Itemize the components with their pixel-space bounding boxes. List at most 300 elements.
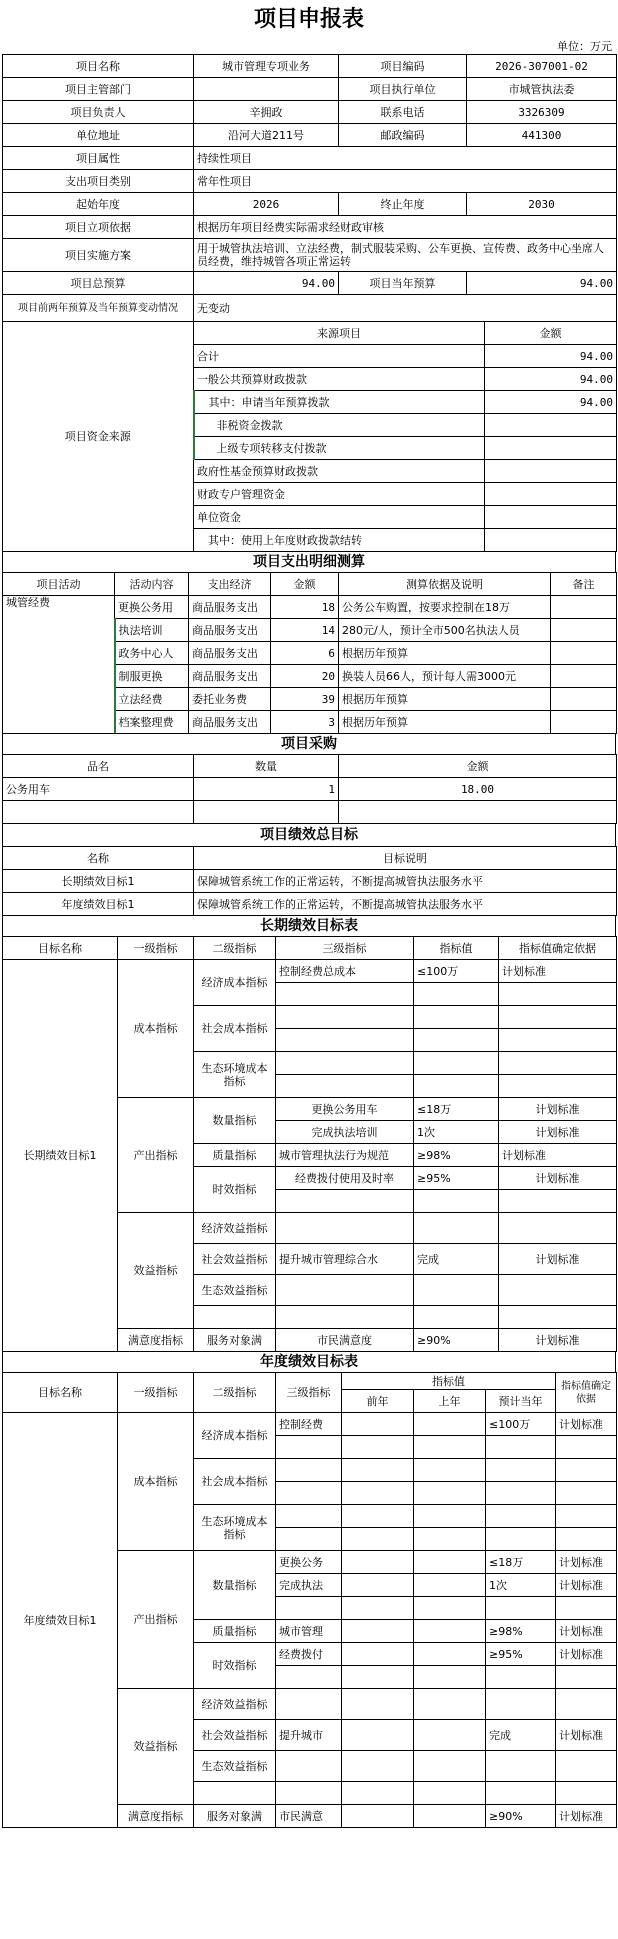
empty-cell <box>342 1482 414 1505</box>
empty-cell <box>342 1597 414 1620</box>
col-header: 前年 <box>342 1390 414 1413</box>
col-header: 一级指标 <box>118 1373 194 1413</box>
info-table <box>2 54 617 322</box>
level2: 经济效益指标 <box>194 1213 276 1244</box>
funds-label: 项目资金来源 <box>3 322 194 552</box>
cell: 18.00 <box>339 778 617 801</box>
cell: 更换公务用 <box>115 596 189 619</box>
report-page <box>2 0 616 1828</box>
level2: 生态效益指标 <box>194 1275 276 1306</box>
empty-cell <box>499 1029 617 1052</box>
fund-amt <box>485 529 617 552</box>
label: 项目当年预算 <box>339 272 467 295</box>
fund-row: 非税资金拨款 <box>194 414 485 437</box>
empty-cell <box>276 1505 342 1528</box>
empty-cell <box>194 1782 276 1805</box>
col-header: 三级指标 <box>276 1373 342 1413</box>
empty-cell <box>414 1528 486 1551</box>
cell: 根据历年预算 <box>339 711 551 734</box>
level1: 成本指标 <box>118 960 194 1098</box>
label: 起始年度 <box>3 193 194 216</box>
empty-cell <box>276 1275 414 1306</box>
section-title: 项目绩效总目标 <box>2 823 616 847</box>
col-header: 指标值确定依据 <box>556 1373 617 1413</box>
col-header: 金额 <box>271 573 339 596</box>
cell: 公务公车购置，按要求控制在18万 <box>339 596 551 619</box>
label: 项目前两年预算及当年预算变动情况 <box>3 295 194 322</box>
expense-table <box>2 572 617 734</box>
funds-header: 金额 <box>485 322 617 345</box>
value: 441300 <box>467 124 617 147</box>
section-title: 项目采购 <box>2 733 616 755</box>
purchase-table <box>2 754 617 824</box>
value: 沿河大道211号 <box>194 124 339 147</box>
value: 2026 <box>194 193 339 216</box>
value: 常年性项目 <box>194 170 617 193</box>
cell: 根据历年预算 <box>339 688 551 711</box>
empty-cell <box>556 1528 617 1551</box>
cell: 39 <box>271 688 339 711</box>
cell: 3 <box>271 711 339 734</box>
cell: 280元/人，预计全市500名执法人员 <box>339 619 551 642</box>
level3: 城市管理执法行为规范 <box>276 1144 414 1167</box>
empty-cell <box>414 1459 486 1482</box>
value: 完成 <box>486 1720 556 1751</box>
cell: 1 <box>194 778 339 801</box>
col-header: 支出经济 <box>189 573 271 596</box>
value: ≤100万 <box>486 1413 556 1436</box>
empty-cell <box>414 1720 486 1751</box>
col-header: 测算依据及说明 <box>339 573 551 596</box>
level3: 更换公务用车 <box>276 1098 414 1121</box>
level3: 市民满意度 <box>276 1329 414 1352</box>
label: 项目实施方案 <box>3 239 194 272</box>
level2: 时效指标 <box>194 1643 276 1689</box>
cell: 20 <box>271 665 339 688</box>
level3: 更换公务 <box>276 1551 342 1574</box>
empty-cell <box>556 1751 617 1782</box>
empty-cell <box>414 1029 499 1052</box>
cell: 商品服务支出 <box>189 596 271 619</box>
level1: 产出指标 <box>118 1098 194 1213</box>
col-header: 预计当年 <box>486 1390 556 1413</box>
fund-amt <box>485 483 617 506</box>
empty-cell <box>342 1436 414 1459</box>
cell: 公务用车 <box>3 778 194 801</box>
empty-cell <box>556 1482 617 1505</box>
cell: 档案整理费 <box>115 711 189 734</box>
label: 项目属性 <box>3 147 194 170</box>
section-title: 项目支出明细测算 <box>2 551 616 573</box>
empty-cell <box>556 1597 617 1620</box>
empty-cell <box>499 1306 617 1329</box>
empty-cell <box>556 1782 617 1805</box>
level1: 满意度指标 <box>118 1329 194 1352</box>
fund-amt: 94.00 <box>485 345 617 368</box>
empty-cell <box>342 1782 414 1805</box>
fund-amt <box>485 414 617 437</box>
value: 市城管执法委 <box>467 78 617 101</box>
level3: 完成执法 <box>276 1574 342 1597</box>
empty-cell <box>499 1006 617 1029</box>
empty-cell <box>414 1597 486 1620</box>
empty-cell <box>486 1459 556 1482</box>
empty-cell <box>486 1751 556 1782</box>
empty-cell <box>486 1528 556 1551</box>
cell: 14 <box>271 619 339 642</box>
empty-cell <box>499 983 617 1006</box>
col-header: 备注 <box>551 573 617 596</box>
level1: 效益指标 <box>118 1689 194 1805</box>
level2: 社会成本指标 <box>194 1006 276 1052</box>
col-header: 名称 <box>3 847 194 870</box>
fund-amt <box>485 460 617 483</box>
cell: 根据历年预算 <box>339 642 551 665</box>
empty-cell <box>486 1505 556 1528</box>
fund-amt <box>485 437 617 460</box>
level3: 经费拨付使用及时率 <box>276 1167 414 1190</box>
col-header: 上年 <box>414 1390 486 1413</box>
basis: 计划标准 <box>556 1574 617 1597</box>
cell <box>551 711 617 734</box>
empty-cell <box>414 1190 499 1213</box>
empty-cell <box>414 1689 486 1720</box>
cell: 保障城管系统工作的正常运转，不断提高城管执法服务水平 <box>194 870 617 893</box>
empty-cell <box>276 1029 414 1052</box>
empty-cell <box>414 1413 486 1436</box>
basis: 计划标准 <box>556 1720 617 1751</box>
cell <box>551 688 617 711</box>
funds-table <box>2 321 617 552</box>
col-header: 二级指标 <box>194 937 276 960</box>
level1: 成本指标 <box>118 1413 194 1551</box>
value: 根据历年项目经费实际需求经财政审核 <box>194 216 617 239</box>
empty-cell <box>414 1782 486 1805</box>
empty-cell <box>276 1689 342 1720</box>
empty-cell <box>276 1006 414 1029</box>
target-name: 年度绩效目标1 <box>3 1413 118 1828</box>
empty-cell <box>342 1720 414 1751</box>
cell: 执法培训 <box>115 619 189 642</box>
value: 完成 <box>414 1244 499 1275</box>
page-title: 项目申报表 <box>253 7 364 32</box>
label: 项目编码 <box>339 55 467 78</box>
empty-cell <box>342 1805 414 1828</box>
empty-cell <box>414 1551 486 1574</box>
empty-cell <box>276 1751 342 1782</box>
cell: 商品服务支出 <box>189 665 271 688</box>
empty-cell <box>414 1306 499 1329</box>
level2: 数量指标 <box>194 1098 276 1144</box>
empty-cell <box>414 1805 486 1828</box>
unit-label: 单位：万元 <box>557 40 612 53</box>
value: 2030 <box>467 193 617 216</box>
empty-cell <box>414 1505 486 1528</box>
fund-row: 单位资金 <box>194 506 485 529</box>
level2: 时效指标 <box>194 1167 276 1213</box>
funds-header: 来源项目 <box>194 322 485 345</box>
fund-row: 一般公共预算财政拨款 <box>194 368 485 391</box>
col-header: 数量 <box>194 755 339 778</box>
col-header: 项目活动 <box>3 573 115 596</box>
level2: 经济成本指标 <box>194 1413 276 1459</box>
empty-cell <box>342 1413 414 1436</box>
cell <box>3 801 194 824</box>
value: ≥90% <box>414 1329 499 1352</box>
col-header: 指标值确定依据 <box>499 937 617 960</box>
basis: 计划标准 <box>556 1551 617 1574</box>
cell: 6 <box>271 642 339 665</box>
empty-cell <box>486 1482 556 1505</box>
section-title: 长期绩效目标表 <box>2 915 616 937</box>
empty-cell <box>556 1459 617 1482</box>
value: 3326309 <box>467 101 617 124</box>
level2: 质量指标 <box>194 1144 276 1167</box>
empty-cell <box>556 1689 617 1720</box>
empty-cell <box>414 1482 486 1505</box>
cell <box>551 596 617 619</box>
empty-cell <box>556 1666 617 1689</box>
cell <box>194 801 339 824</box>
basis: 计划标准 <box>556 1805 617 1828</box>
empty-cell <box>276 1597 342 1620</box>
perf-table <box>2 846 617 916</box>
value: 94.00 <box>467 272 617 295</box>
level3: 控制经费 <box>276 1413 342 1436</box>
empty-cell <box>276 1666 342 1689</box>
level3: 市民满意 <box>276 1805 342 1828</box>
empty-cell <box>276 1213 414 1244</box>
basis: 计划标准 <box>499 1167 617 1190</box>
basis: 计划标准 <box>499 1329 617 1352</box>
fund-row: 合计 <box>194 345 485 368</box>
label: 项目立项依据 <box>3 216 194 239</box>
label: 支出项目类别 <box>3 170 194 193</box>
basis: 计划标准 <box>499 960 617 983</box>
cell <box>339 801 617 824</box>
cell <box>551 665 617 688</box>
cell: 商品服务支出 <box>189 642 271 665</box>
empty-cell <box>499 1190 617 1213</box>
basis: 计划标准 <box>556 1620 617 1643</box>
level2: 生态环境成本指标 <box>194 1505 276 1551</box>
empty-cell <box>499 1052 617 1075</box>
empty-cell <box>342 1689 414 1720</box>
value: 1次 <box>486 1574 556 1597</box>
level2: 数量指标 <box>194 1551 276 1620</box>
cell: 长期绩效目标1 <box>3 870 194 893</box>
empty-cell <box>414 1751 486 1782</box>
level1: 产出指标 <box>118 1551 194 1689</box>
empty-cell <box>556 1505 617 1528</box>
col-header: 指标值 <box>414 937 499 960</box>
level3: 完成执法培训 <box>276 1121 414 1144</box>
fund-row: 财政专户管理资金 <box>194 483 485 506</box>
empty-cell <box>276 1436 342 1459</box>
col-header: 目标名称 <box>3 937 118 960</box>
basis: 计划标准 <box>499 1244 617 1275</box>
label: 邮政编码 <box>339 124 467 147</box>
value: ≤18万 <box>414 1098 499 1121</box>
col-header: 指标值 <box>342 1373 556 1390</box>
empty-cell <box>276 1482 342 1505</box>
empty-cell <box>414 1006 499 1029</box>
value: ≥98% <box>486 1620 556 1643</box>
empty-cell <box>556 1436 617 1459</box>
empty-cell <box>499 1213 617 1244</box>
empty-cell <box>194 1306 276 1329</box>
empty-cell <box>486 1689 556 1720</box>
fund-row: 其中：使用上年度财政拨款结转 <box>194 529 485 552</box>
empty-cell <box>414 983 499 1006</box>
label: 项目主管部门 <box>3 78 194 101</box>
value: 持续性项目 <box>194 147 617 170</box>
value: 94.00 <box>194 272 339 295</box>
empty-cell <box>276 1459 342 1482</box>
value: ≤18万 <box>486 1551 556 1574</box>
empty-cell <box>414 1052 499 1075</box>
empty-cell <box>276 1528 342 1551</box>
empty-cell <box>414 1666 486 1689</box>
empty-cell <box>414 1643 486 1666</box>
empty-cell <box>276 1052 414 1075</box>
level3: 控制经费总成本 <box>276 960 414 983</box>
cell: 立法经费 <box>115 688 189 711</box>
empty-cell <box>276 1306 414 1329</box>
activity: 城管经费 <box>3 596 115 734</box>
value: 辛拥政 <box>194 101 339 124</box>
level2: 服务对象满 <box>194 1805 276 1828</box>
col-header: 目标名称 <box>3 1373 118 1413</box>
basis: 计划标准 <box>556 1643 617 1666</box>
value: ≥90% <box>486 1805 556 1828</box>
empty-cell <box>342 1666 414 1689</box>
yearly-table <box>2 1372 617 1828</box>
col-header: 金额 <box>339 755 617 778</box>
value: 2026-307001-02 <box>467 55 617 78</box>
empty-cell <box>276 983 414 1006</box>
basis: 计划标准 <box>499 1098 617 1121</box>
value: 1次 <box>414 1121 499 1144</box>
level2: 质量指标 <box>194 1620 276 1643</box>
basis: 计划标准 <box>499 1121 617 1144</box>
value <box>194 78 339 101</box>
label: 项目名称 <box>3 55 194 78</box>
cell: 年度绩效目标1 <box>3 893 194 916</box>
col-header: 一级指标 <box>118 937 194 960</box>
fund-amt: 94.00 <box>485 391 617 414</box>
empty-cell <box>276 1075 414 1098</box>
value: ≤100万 <box>414 960 499 983</box>
empty-cell <box>499 1075 617 1098</box>
value: 城市管理专项业务 <box>194 55 339 78</box>
longterm-table <box>2 936 617 1352</box>
label: 项目执行单位 <box>339 78 467 101</box>
target-name: 长期绩效目标1 <box>3 960 118 1352</box>
empty-cell <box>486 1666 556 1689</box>
value: ≥98% <box>414 1144 499 1167</box>
cell <box>551 619 617 642</box>
empty-cell <box>276 1190 414 1213</box>
cell: 换装人员66人，预计每人需3000元 <box>339 665 551 688</box>
empty-cell <box>414 1574 486 1597</box>
empty-cell <box>342 1643 414 1666</box>
label: 项目负责人 <box>3 101 194 124</box>
empty-cell <box>486 1597 556 1620</box>
col-header: 三级指标 <box>276 937 414 960</box>
empty-cell <box>342 1551 414 1574</box>
value: ≥95% <box>486 1643 556 1666</box>
cell: 委托业务费 <box>189 688 271 711</box>
fund-row: 上级专项转移支付拨款 <box>194 437 485 460</box>
value: ≥95% <box>414 1167 499 1190</box>
col-header: 活动内容 <box>115 573 189 596</box>
col-header: 二级指标 <box>194 1373 276 1413</box>
value: 无变动 <box>194 295 617 322</box>
level2: 服务对象满 <box>194 1329 276 1352</box>
empty-cell <box>499 1275 617 1306</box>
empty-cell <box>414 1213 499 1244</box>
level2: 经济效益指标 <box>194 1689 276 1720</box>
level2: 经济成本指标 <box>194 960 276 1006</box>
level2: 社会效益指标 <box>194 1720 276 1751</box>
fund-row: 其中：申请当年预算拨款 <box>194 391 485 414</box>
empty-cell <box>486 1436 556 1459</box>
empty-cell <box>342 1574 414 1597</box>
level3: 提升城市管理综合水 <box>276 1244 414 1275</box>
fund-row: 政府性基金预算财政拨款 <box>194 460 485 483</box>
section-title: 年度绩效目标表 <box>2 1351 616 1373</box>
empty-cell <box>414 1075 499 1098</box>
level2: 生态效益指标 <box>194 1751 276 1782</box>
basis: 计划标准 <box>556 1413 617 1436</box>
level1: 效益指标 <box>118 1213 194 1329</box>
cell: 商品服务支出 <box>189 619 271 642</box>
empty-cell <box>342 1528 414 1551</box>
level3: 经费拨付 <box>276 1643 342 1666</box>
empty-cell <box>342 1459 414 1482</box>
cell <box>551 642 617 665</box>
level2: 社会成本指标 <box>194 1459 276 1505</box>
level3: 提升城市 <box>276 1720 342 1751</box>
empty-cell <box>486 1782 556 1805</box>
col-header: 品名 <box>3 755 194 778</box>
empty-cell <box>342 1751 414 1782</box>
level1: 满意度指标 <box>118 1805 194 1828</box>
level2: 社会效益指标 <box>194 1244 276 1275</box>
col-header: 目标说明 <box>194 847 617 870</box>
fund-amt <box>485 506 617 529</box>
cell: 保障城管系统工作的正常运转，不断提高城管执法服务水平 <box>194 893 617 916</box>
empty-cell <box>276 1782 342 1805</box>
label: 联系电话 <box>339 101 467 124</box>
label: 单位地址 <box>3 124 194 147</box>
cell: 18 <box>271 596 339 619</box>
label: 终止年度 <box>339 193 467 216</box>
basis: 计划标准 <box>499 1144 617 1167</box>
cell: 商品服务支出 <box>189 711 271 734</box>
fund-amt: 94.00 <box>485 368 617 391</box>
empty-cell <box>414 1275 499 1306</box>
label: 项目总预算 <box>3 272 194 295</box>
level3: 城市管理 <box>276 1620 342 1643</box>
empty-cell <box>414 1620 486 1643</box>
empty-cell <box>342 1505 414 1528</box>
cell: 制服更换 <box>115 665 189 688</box>
empty-cell <box>414 1436 486 1459</box>
empty-cell <box>342 1620 414 1643</box>
value: 用于城管执法培训、立法经费，制式服装采购、公车更换、宣传费、政务中心坐席人员经费，维持城管各项正常运转 <box>194 239 617 272</box>
